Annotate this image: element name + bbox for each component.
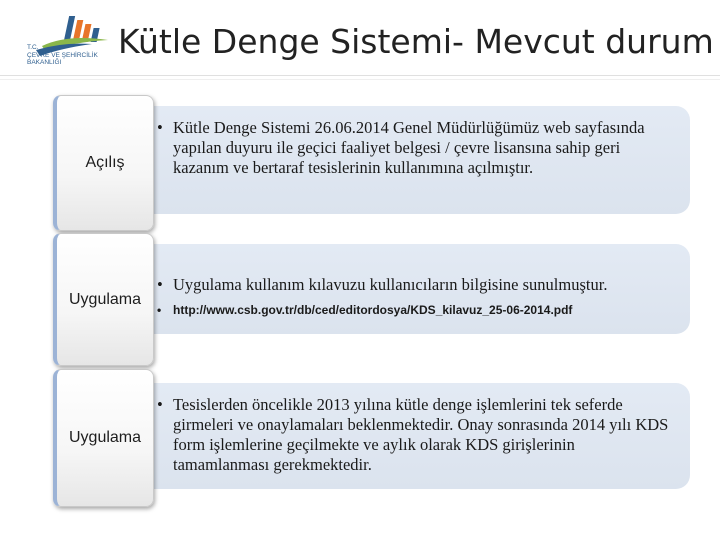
section-content-uygulama-2 (140, 383, 690, 489)
logo-caption: T.C. ÇEVRE VE ŞEHİRCİLİK BAKANLIĞI (27, 44, 98, 66)
page-title: Kütle Denge Sistemi- Mevcut durum (118, 22, 714, 61)
guide-url-link[interactable]: • http://www.csb.gov.tr/db/ced/editordosya/KDS_kilavuz_25-06-2014.pdf (157, 300, 672, 320)
title-divider-secondary (0, 79, 720, 80)
section-label-uygulama-2: Uygulama (53, 369, 154, 507)
title-divider (0, 75, 720, 76)
section-label-uygulama-1: Uygulama (53, 233, 154, 366)
section-content-acilis (140, 106, 690, 214)
section-label-acilis: Açılış (53, 95, 154, 231)
section-content-uygulama-1 (140, 244, 690, 334)
bullet-item: • Tesislerden öncelikle 2013 yılına kütle denge işlemlerini tek seferde girmeleri ve onaylamaları beklenmektedir. Onay sonrasında 2014 yılı KDS form işlemlerine geçilmekte ve aylık olarak KDS girişlerinin tamamlanması gerekmektedir. (157, 395, 672, 475)
bullet-item: • Uygulama kullanım kılavuzu kullanıcıların bilgisine sunulmuştur. (157, 275, 672, 295)
bullet-item: • Kütle Denge Sistemi 26.06.2014 Genel Müdürlüğümüz web sayfasında yapılan duyuru ile geçici faaliyet belgesi / çevre lisansına sahip geri kazanım ve bertaraf tesislerinin kullanımına açılmıştır. (157, 118, 672, 178)
